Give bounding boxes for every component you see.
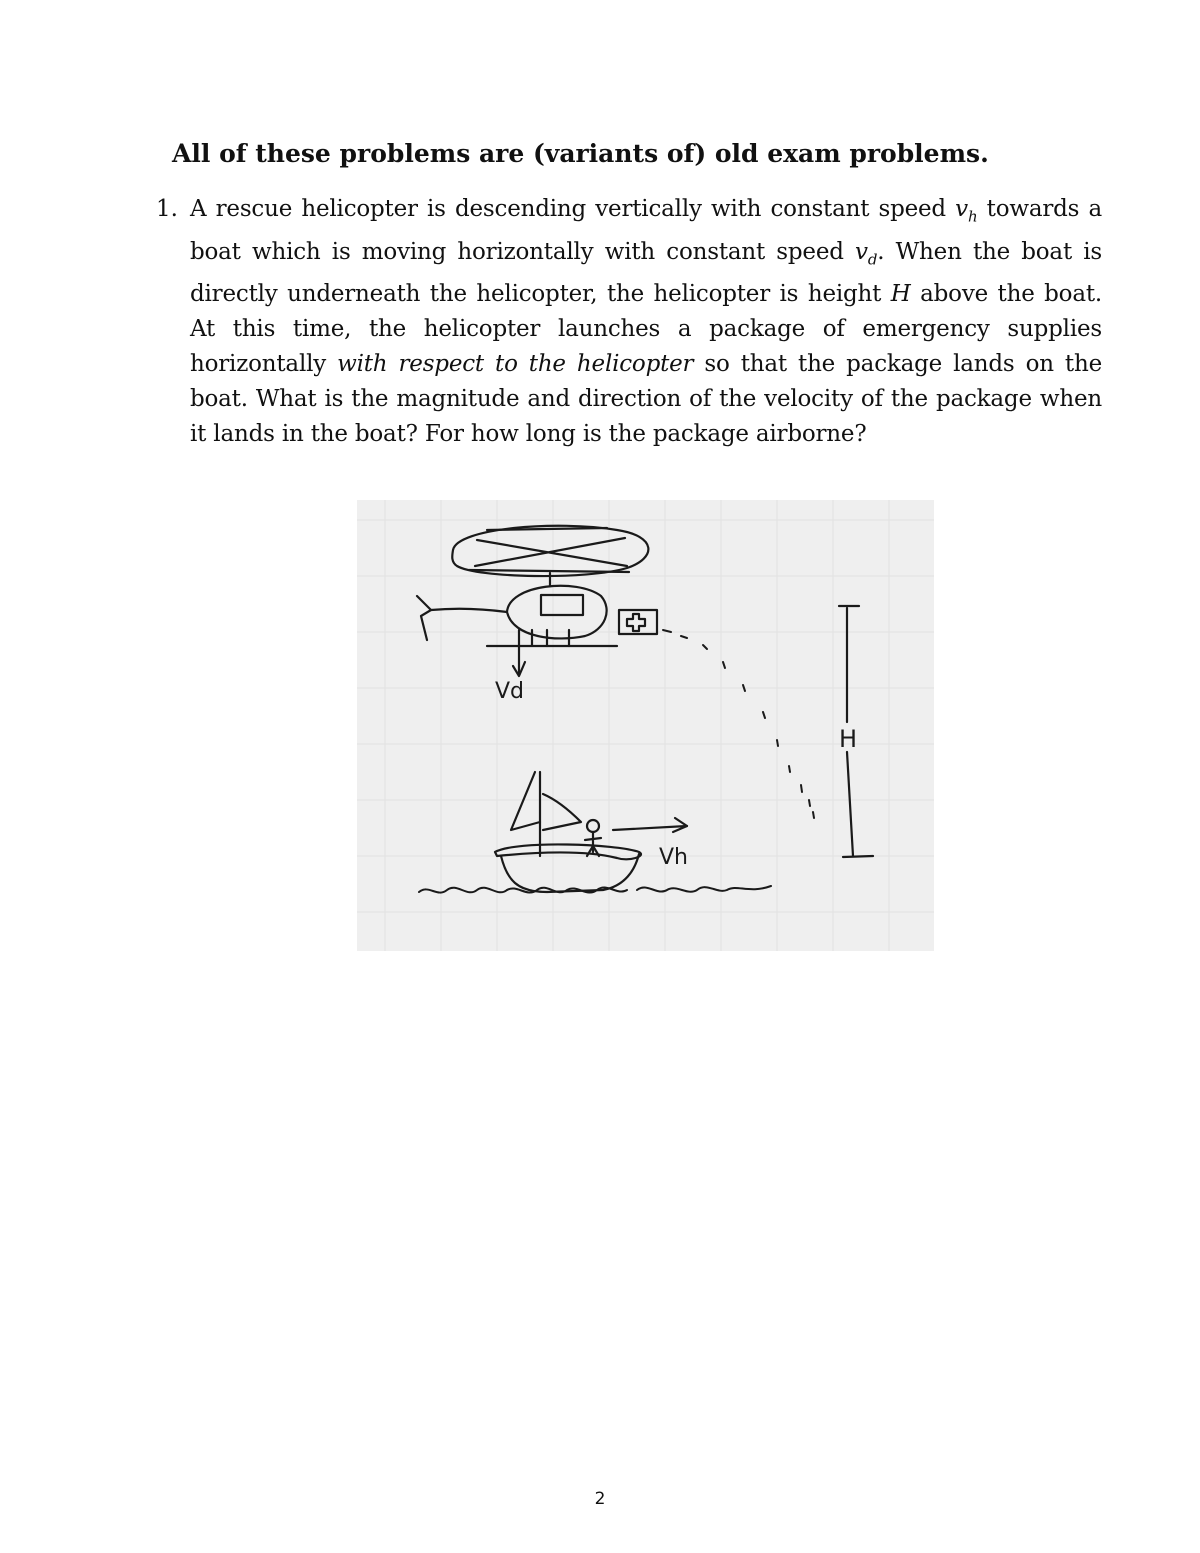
problem-text-part: . When the boat is directly underneath the helicopter, the helicopter is height [190,238,1103,308]
problem-text-part: so that the package lands on the boat. What is the magnitude and direction of the velocity of the package when it lands in the boat? For how long is the package airborne? [190,351,1102,448]
problem-text-part: above the boat. At this time, the helicopter launches a package of emergency supplies horizontally [190,281,1103,378]
variable-H: H [890,281,911,308]
variable-v: v [955,196,968,222]
vd-arrow [513,630,525,676]
vh-arrow [613,818,687,832]
trajectory-dashes [663,630,814,818]
package-drawing [619,610,657,634]
boat-drawing [495,772,641,892]
problem-text [190,192,1102,452]
page-number: 2 [594,1489,606,1509]
emphasis-text: with respect to the helicopter [337,351,694,378]
helicopter-drawing [417,526,648,646]
section-heading: All of these problems are (variants of) old exam problems. [172,139,989,168]
variable-v: v [855,238,868,265]
subscript-h: h [967,207,978,226]
sketch-drawing [357,500,934,951]
subscript-d: d [867,250,878,269]
problem-text-part: A rescue helicopter is descending vertically with constant speed [190,196,956,222]
sketch-figure [357,500,934,951]
label-vd: Vd [495,679,525,704]
problem-1 [156,192,1102,452]
label-vh: Vh [659,845,688,870]
problem-text-part: towards a boat which is moving horizontally with constant speed [190,196,1102,265]
label-h: H [839,725,858,753]
problem-number: 1. [156,196,178,222]
